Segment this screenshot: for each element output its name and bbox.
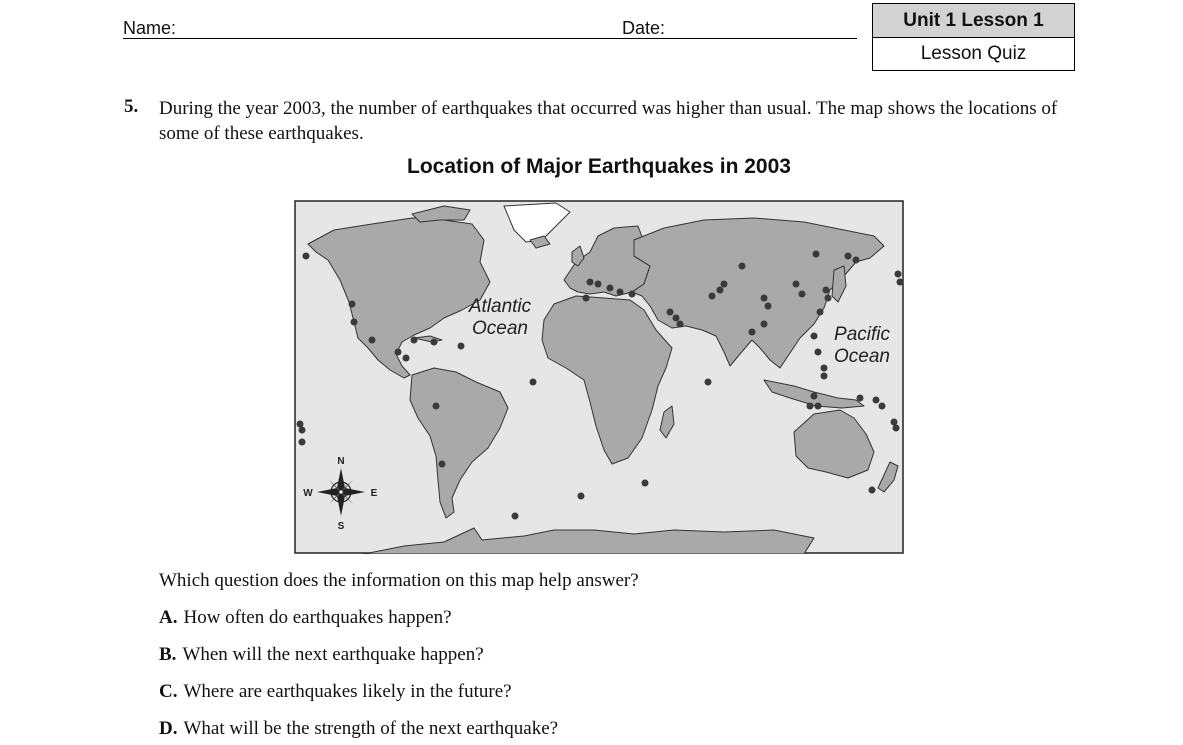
compass-w: W	[303, 488, 313, 499]
pacific-label-1: Pacific	[834, 324, 890, 345]
quake-dot	[607, 285, 614, 292]
earthquake-map	[294, 200, 904, 554]
question-prompt: Which question does the information on this map help answer?	[159, 570, 639, 591]
option-b[interactable]	[159, 644, 484, 666]
quake-dot	[349, 301, 356, 308]
quake-dot	[583, 295, 590, 302]
quake-dot	[815, 349, 822, 356]
quake-dot	[845, 253, 852, 260]
quake-dot	[869, 487, 876, 494]
option-a-letter: A.	[159, 607, 178, 628]
option-b-letter: B.	[159, 644, 177, 665]
quake-dot	[811, 393, 818, 400]
quake-dot	[853, 257, 860, 264]
option-c[interactable]	[159, 681, 512, 703]
quake-dot	[673, 315, 680, 322]
name-label: Name:	[123, 18, 177, 38]
quake-dot	[799, 291, 806, 298]
quake-dot	[821, 365, 828, 372]
quake-dot	[765, 303, 772, 310]
quake-dot	[411, 337, 418, 344]
quake-dot	[667, 309, 674, 316]
quake-dot	[587, 279, 594, 286]
quake-dot	[813, 251, 820, 258]
quake-dot	[705, 379, 712, 386]
quake-dot	[891, 419, 898, 426]
quake-dot	[817, 309, 824, 316]
quake-dot	[709, 293, 716, 300]
unit-title: Unit 1 Lesson 1	[873, 4, 1074, 38]
quake-dot	[815, 403, 822, 410]
unit-subtitle: Lesson Quiz	[920, 43, 1027, 64]
question-number: 5.	[124, 96, 139, 117]
quake-dot	[395, 349, 402, 356]
quake-dot	[823, 287, 830, 294]
option-b-text: When will the next earthquake happen?	[182, 644, 484, 665]
quake-dot	[821, 373, 828, 380]
quake-dot	[595, 281, 602, 288]
quake-dot	[369, 337, 376, 344]
quake-dot	[297, 421, 304, 428]
quake-dot	[642, 480, 649, 487]
quake-dot	[897, 279, 904, 286]
quake-dot	[629, 291, 636, 298]
map-title: Location of Major Earthquakes in 2003	[407, 155, 791, 178]
quake-dot	[458, 343, 465, 350]
quake-dot	[433, 403, 440, 410]
quake-dot	[879, 403, 886, 410]
unit-box	[872, 3, 1075, 71]
quake-dot	[825, 295, 832, 302]
option-c-text: Where are earthquakes likely in the future?	[183, 681, 512, 702]
question-text: During the year 2003, the number of earthquakes that occurred was higher than usual. The map shows the locations of some of these earthquakes.	[159, 98, 1058, 144]
atlantic-label-1: Atlantic	[468, 296, 532, 317]
quake-dot	[811, 333, 818, 340]
quake-dot	[793, 281, 800, 288]
quake-dot	[739, 263, 746, 270]
compass-n: N	[337, 456, 345, 467]
quake-dot	[303, 253, 310, 260]
quake-dot	[717, 287, 724, 294]
quake-dot	[578, 493, 585, 500]
quake-dot	[299, 439, 306, 446]
quake-dot	[617, 289, 624, 296]
compass-s: S	[337, 521, 345, 532]
option-a[interactable]	[159, 607, 452, 629]
quake-dot	[873, 397, 880, 404]
quake-dot	[807, 403, 814, 410]
pacific-label-2: Ocean	[834, 346, 890, 367]
option-d-letter: D.	[159, 718, 178, 739]
name-line	[123, 38, 857, 39]
atlantic-label-2: Ocean	[472, 318, 528, 339]
quake-dot	[351, 319, 358, 326]
quake-dot	[677, 321, 684, 328]
quake-dot	[761, 321, 768, 328]
quake-dot	[403, 355, 410, 362]
compass-e: E	[370, 488, 378, 499]
quake-dot	[299, 427, 306, 434]
date-label: Date:	[622, 18, 666, 38]
quake-dot	[857, 395, 864, 402]
quake-dot	[893, 425, 900, 432]
option-c-letter: C.	[159, 681, 178, 702]
quake-dot	[530, 379, 537, 386]
option-d[interactable]	[159, 718, 558, 740]
option-a-text: How often do earthquakes happen?	[183, 607, 452, 628]
quake-dot	[512, 513, 519, 520]
quake-dot	[761, 295, 768, 302]
quake-dot	[749, 329, 756, 336]
quake-dot	[895, 271, 902, 278]
quake-dot	[431, 339, 438, 346]
quake-dot	[439, 461, 446, 468]
option-d-text: What will be the strength of the next earthquake?	[183, 718, 559, 739]
quake-dot	[721, 281, 728, 288]
